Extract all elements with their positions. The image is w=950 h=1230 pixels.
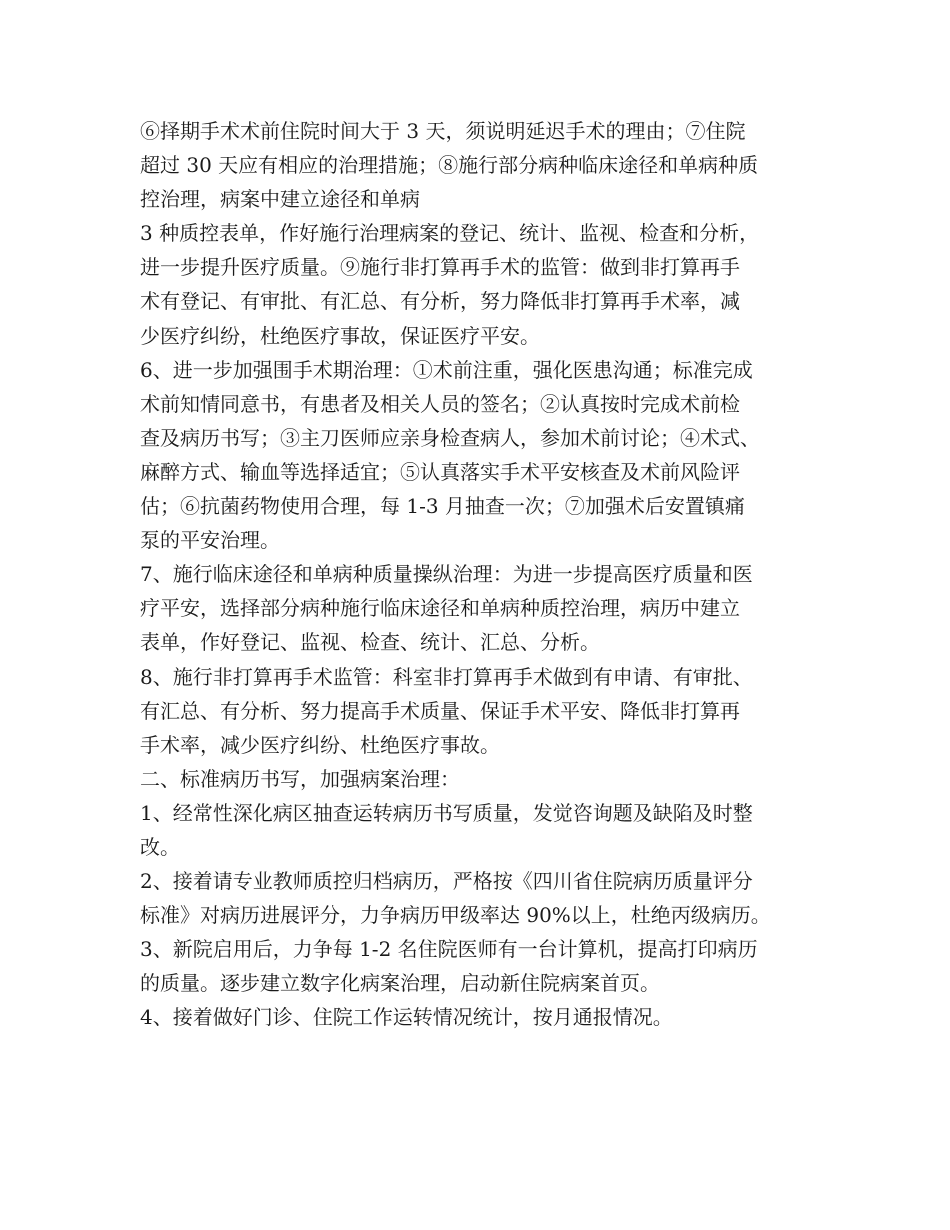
text-line: 术有登记、有审批、有汇总、有分析，努力降低非打算再手术率，减 (140, 289, 740, 314)
text-line: 标准》对病历进展评分，力争病历甲级率达 90%以上，杜绝丙级病历。 (140, 903, 771, 928)
text-line: ⑥择期手术术前住院时间大于 3 天，须说明延迟手术的理由；⑦住院 (140, 119, 746, 143)
section-7-line: 7、施行临床途径和单病种质量操纵治理：为进一步提高医疗质量和医 (140, 562, 753, 587)
text-line: 控治理，病案中建立途径和单病 (140, 187, 420, 212)
text-line: 麻醉方式、输血等选择适宜；⑤认真落实手术平安核查及术前风险评 (140, 459, 740, 484)
section-8-line: 8、施行非打算再手术监管：科室非打算再手术做到有申请、有审批、 (140, 664, 753, 689)
text-line: 估；⑥抗菌药物使用合理，每 1-3 月抽查一次；⑦加强术后安置镇痛 (140, 494, 745, 519)
text-line: 术前知情同意书，有患者及相关人员的签名；②认真按时完成术前检 (140, 391, 740, 416)
list-item-2: 2、接着请专业教师质控归档病历，严格按《四川省住院病历质量评分 (140, 869, 753, 894)
text-line: 进一步提升医疗质量。⑨施行非打算再手术的监管：做到非打算再手 (140, 255, 740, 280)
text-line: 少医疗纠纷，杜绝医疗事故，保证医疗平安。 (140, 323, 540, 348)
text-line: 表单，作好登记、监视、检查、统计、汇总、分析。 (140, 630, 600, 655)
text-line: 改。 (140, 834, 180, 859)
text-line: 3 种质控表单，作好施行治理病案的登记、统计、监视、检查和分析， (140, 221, 760, 246)
text-line: 查及病历书写；③主刀医师应亲身检查病人，参加术前讨论；④术式、 (140, 425, 760, 450)
text-line: 有汇总、有分析、努力提高手术质量、保证手术平安、降低非打算再 (140, 698, 740, 723)
text-line: 手术率，减少医疗纠纷、杜绝医疗事故。 (140, 732, 500, 757)
text-line: 的质量。逐步建立数字化病案治理，启动新住院病案首页。 (140, 971, 660, 996)
list-item-1: 1、经常性深化病区抽查运转病历书写质量，发觉咨询题及缺陷及时整 (140, 800, 753, 825)
list-item-4: 4、接着做好门诊、住院工作运转情况统计，按月通报情况。 (140, 1005, 673, 1030)
section-heading: 二、标准病历书写，加强病案治理： (140, 766, 460, 791)
list-item-3: 3、新院启用后，力争每 1-2 名住院医师有一台计算机，提高打印病历 (140, 937, 758, 962)
document-body (140, 114, 820, 1035)
text-line: 超过 30 天应有相应的治理措施；⑧施行部分病种临床途径和单病种质 (140, 153, 759, 178)
text-line: 疗平安，选择部分病种施行临床途径和单病种质控治理，病历中建立 (140, 596, 740, 621)
text-line: 泵的平安治理。 (140, 528, 280, 553)
section-6-line: 6、进一步加强围手术期治理：①术前注重，强化医患沟通；标准完成 (140, 357, 753, 382)
